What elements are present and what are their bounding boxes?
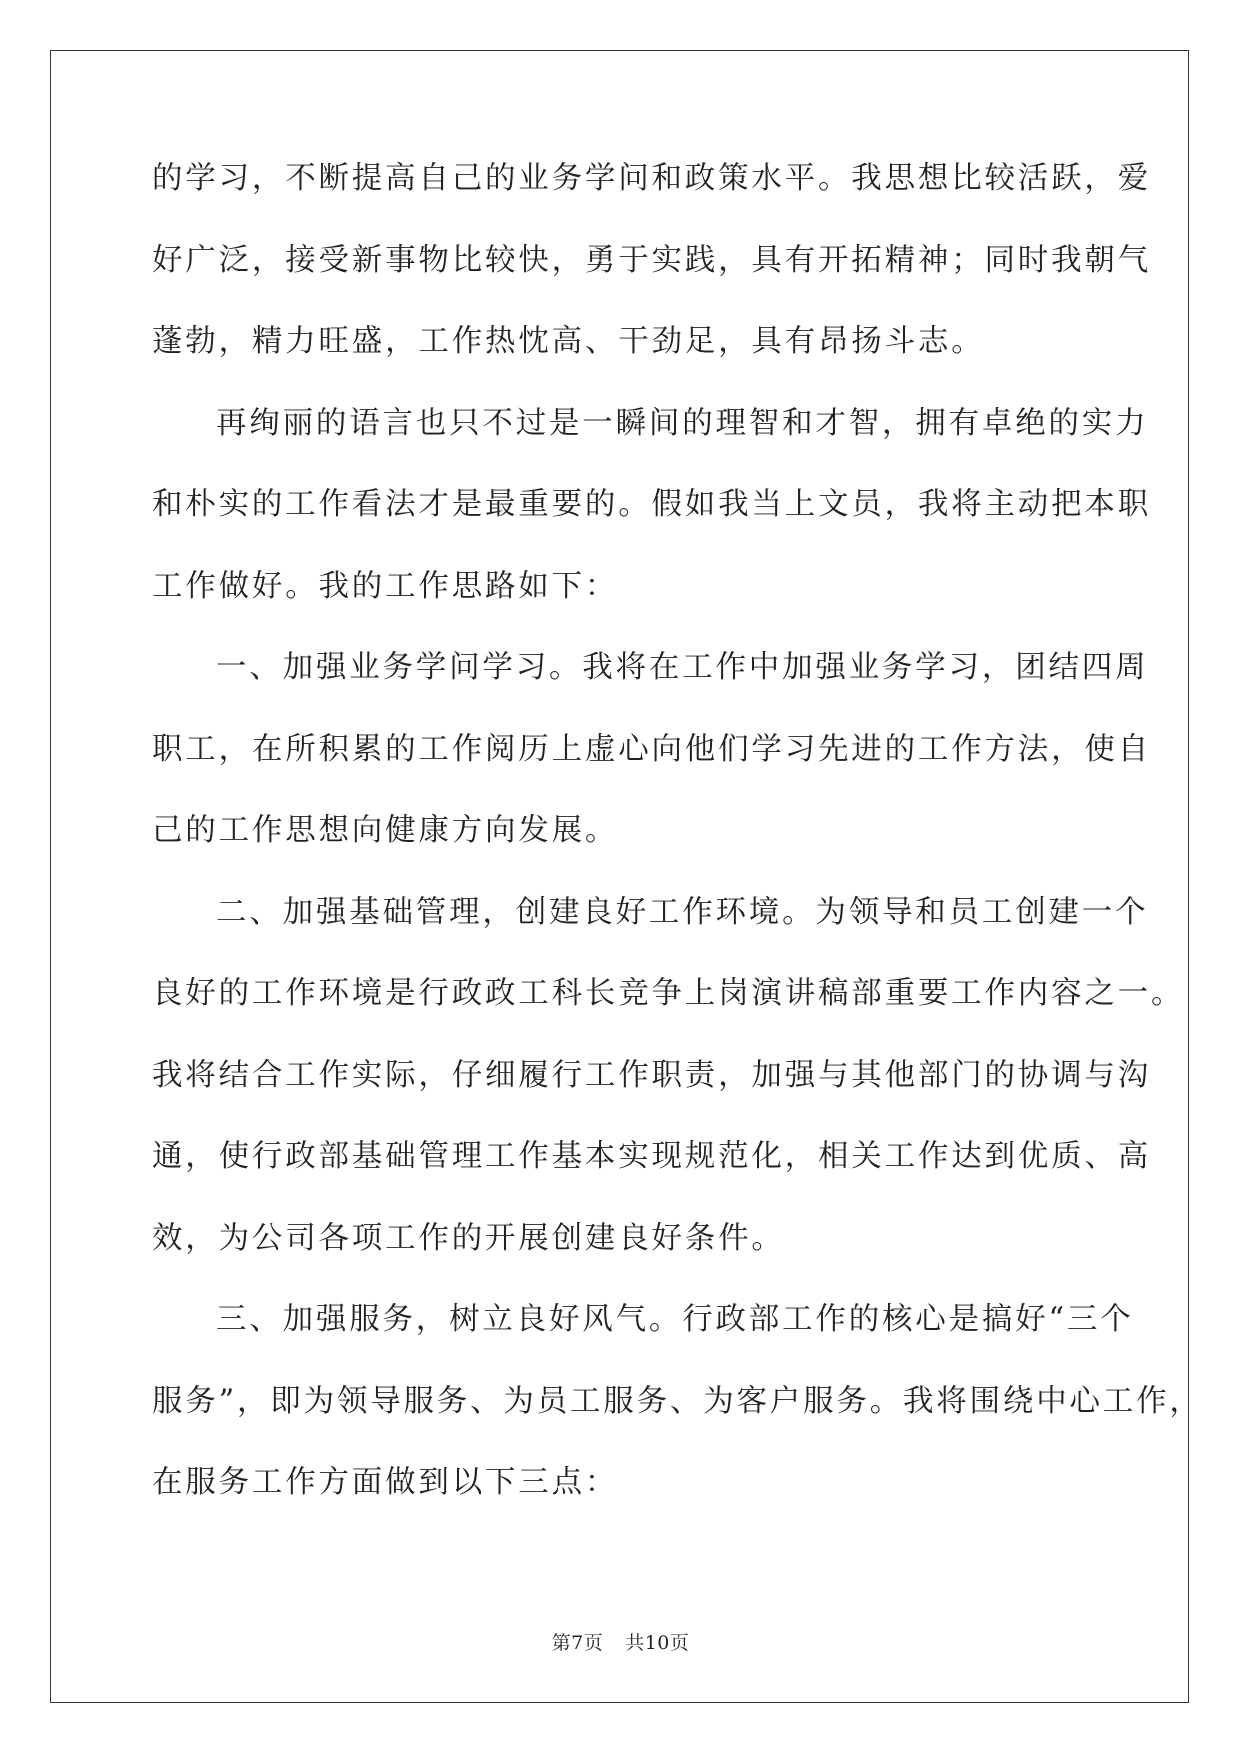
text-line: 效，为公司各项工作的开展创建良好条件。	[152, 1220, 785, 1256]
text-line: 一、加强业务学问学习。我将在工作中加强业务学习，团结四周	[216, 650, 1149, 685]
document-body	[152, 159, 1203, 1545]
text-line: 己的工作思想向健康方向发展。	[152, 813, 619, 848]
text-line: 的学习，不断提高自己的业务学问和政策水平。我思想比较活跃，爱	[152, 161, 1151, 196]
text-line: 和朴实的工作看法才是最重要的。假如我当上文员，我将主动把本职	[152, 487, 1151, 522]
text-line: 工作做好。我的工作思路如下：	[152, 568, 619, 604]
body-text	[152, 159, 1203, 1545]
text-line: 良好的工作环境是行政政工科长竞争上岗演讲稿部重要工作内容之一。	[152, 976, 1185, 1011]
page-footer	[0, 1628, 1241, 1655]
text-line: 蓬勃，精力旺盛，工作热忱高、干劲足，具有昂扬斗志。	[152, 324, 985, 359]
text-line: 职工，在所积累的工作阅历上虚心向他们学习先进的工作方法，使自	[152, 731, 1151, 767]
current-page-label: 第7页	[551, 1632, 604, 1654]
text-line: 再绚丽的语言也只不过是一瞬间的理智和才智，拥有卓绝的实力	[216, 405, 1149, 441]
text-line: 我将结合工作实际，仔细履行工作职责，加强与其他部门的协调与沟	[152, 1057, 1151, 1093]
text-line: 服务”，即为领导服务、为员工服务、为客户服务。我将围绕中心工作，	[152, 1383, 1203, 1419]
text-line: 通，使行政部基础管理工作基本实现规范化，相关工作达到优质、高	[152, 1139, 1151, 1174]
text-line: 好广泛，接受新事物比较快，勇于实践，具有开拓精神；同时我朝气	[152, 242, 1151, 278]
text-line: 在服务工作方面做到以下三点：	[152, 1465, 619, 1500]
total-pages-label: 共10页	[625, 1632, 690, 1654]
text-line: 三、加强服务，树立良好风气。行政部工作的核心是搞好“三个	[216, 1302, 1134, 1337]
text-line: 二、加强基础管理，创建良好工作环境。为领导和员工创建一个	[216, 894, 1149, 930]
